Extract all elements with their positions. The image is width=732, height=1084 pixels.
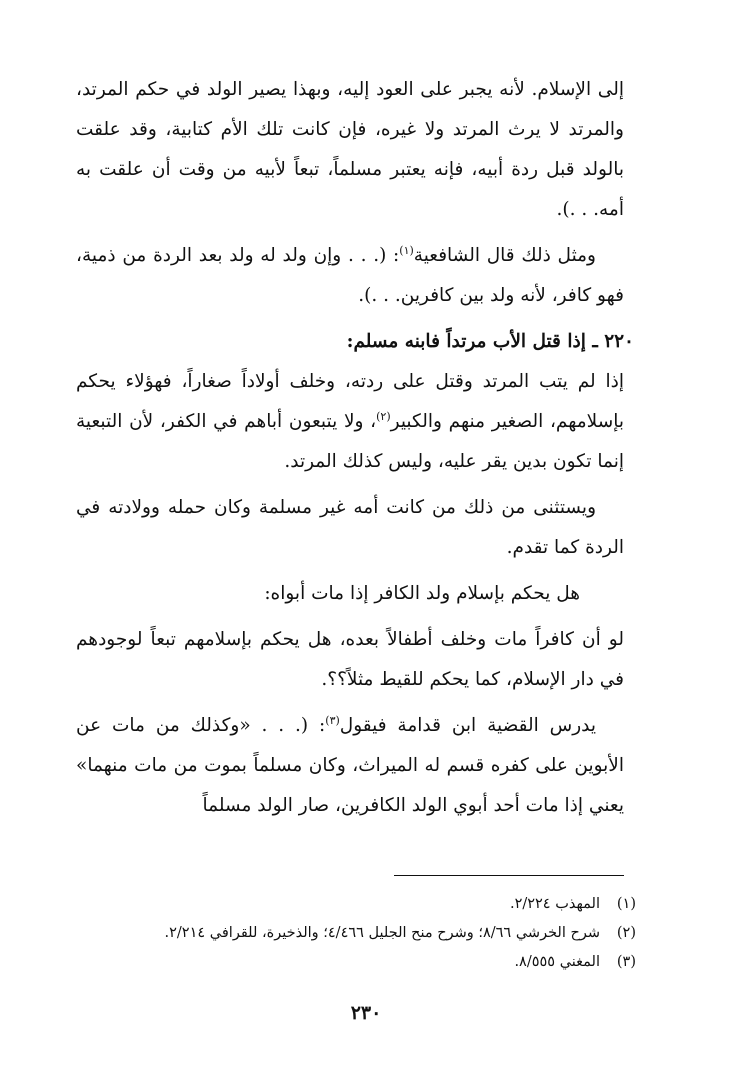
section-title: إذا قتل الأب مرتداً فابنه مسلم:: [346, 331, 586, 352]
footnote-text: شرح الخرشي ٨/٦٦؛ وشرح منح الجليل ٤/٤٦٦؛ والذخيرة، للقرافي ٢/٢١٤.: [164, 925, 600, 941]
footnote-separator: [394, 875, 624, 876]
paragraph-1: إلى الإسلام. لأنه يجبر على العود إليه، وبهذا يصير الولد في حكم المرتد، والمرتد لا يرث المرتد ولا غيره، فإن كانت تلك الأم كتابية، وقد علقت بالولد قبل ردة أبيه، فإنه يعتبر مسلماً، تبعاً لأبيه من وقت أن علقت به أمه. . .).: [76, 79, 624, 220]
footnote-2: [76, 919, 636, 948]
main-text: [76, 70, 634, 826]
footnotes: [76, 890, 636, 977]
footnote-text: المهذب ٢/٢٢٤.: [509, 896, 600, 912]
footnote-number: (١): [616, 896, 636, 912]
subheading: هل يحكم بإسلام ولد الكافر إذا مات أبواه:: [264, 583, 580, 604]
footnote-3: [76, 948, 636, 977]
paragraph-3-start: إذا لم يتب المرتد وقتل على ردته، وخلف أولاداً صغاراً، فهؤلاء يحكم بإسلامهم، الصغير منهم والكبير: [76, 371, 624, 432]
paragraph-2-start: ومثل ذلك قال الشافعية: [413, 245, 596, 266]
paragraph-4: ويستثنى من ذلك من كانت أمه غير مسلمة وكان حمله وولادته في الردة كما تقدم.: [76, 497, 624, 558]
paragraph-6: [76, 706, 624, 826]
paragraph-2: [76, 236, 624, 316]
page-number: ٢٣٠: [350, 1002, 382, 1024]
paragraph-2-end: : (. . . وإن ولد له ولد بعد الردة من ذمية، فهو كافر، لأنه ولد بين كافرين. . .).: [76, 245, 624, 306]
section-dash: ـ: [592, 331, 598, 352]
paragraph-6-start: يدرس القضية ابن قدامة فيقول: [339, 715, 596, 736]
paragraph-6-end: : (. . . «وكذلك من مات عن الأبوين على كفره قسم له الميراث، وكان مسلماً بموت من مات منهما» يعني إذا مات أحد أبوي الولد الكافرين، صار الولد مسلماً: [76, 715, 624, 816]
footnote-ref-2[interactable]: (٢): [376, 409, 391, 423]
section-number: ٢٢٠: [604, 331, 634, 352]
paragraph-5: لو أن كافراً مات وخلف أطفالاً بعده، هل يحكم بإسلامهم تبعاً لوجودهم في دار الإسلام، كما يحكم للقيط مثلاً؟؟.: [76, 629, 624, 690]
footnote-number: (٣): [616, 954, 636, 970]
section-heading: [76, 322, 634, 362]
paragraph-3-end: ، ولا يتبعون أباهم في الكفر، لأن التبعية إنما تكون بدين يقر عليه، وليس كذلك المرتد.: [76, 411, 624, 472]
footnote-text: المغني ٨/٥٥٥.: [514, 954, 600, 970]
footnote-ref-1[interactable]: (١): [399, 243, 414, 257]
paragraph-3: [76, 362, 624, 482]
footnote-ref-3[interactable]: (٣): [325, 713, 340, 727]
footnote-number: (٢): [616, 925, 636, 941]
footnote-1: [76, 890, 636, 919]
